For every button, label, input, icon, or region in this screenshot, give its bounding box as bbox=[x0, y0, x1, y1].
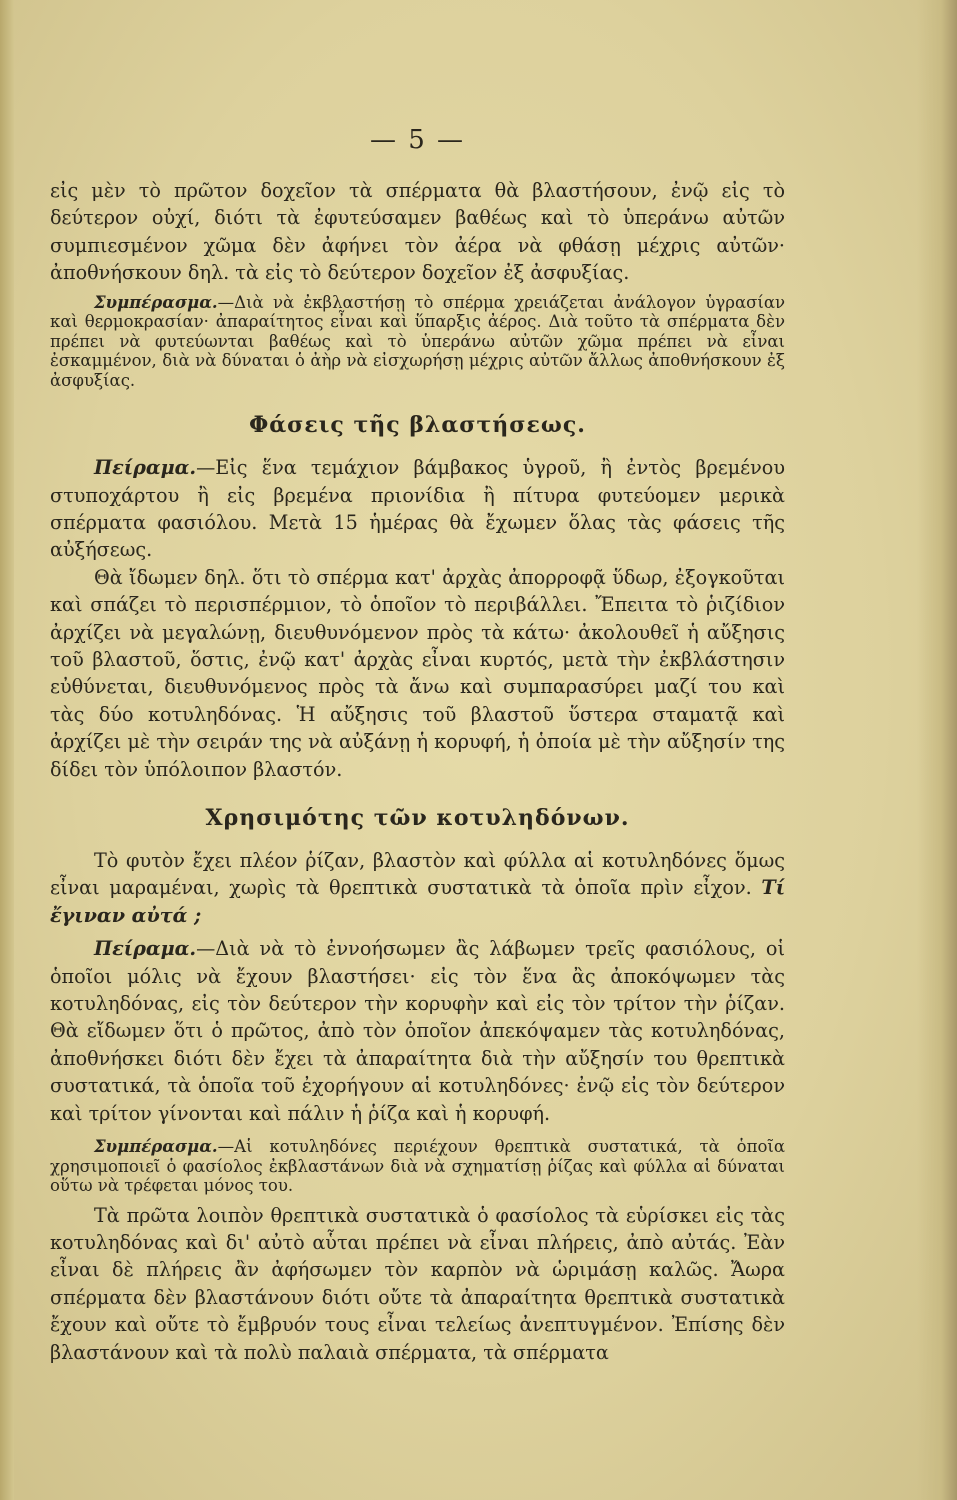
conclusion-1 bbox=[50, 293, 785, 391]
page-number: — 5 — bbox=[369, 125, 466, 155]
heading-germination-phases: Φάσεις τῆς βλαστήσεως. bbox=[249, 412, 586, 439]
experiment-1 bbox=[50, 454, 785, 564]
experiment-1-text: —Εἰς ἕνα τεμάχιον βάμβακος ὑγροῦ, ἢ ἐντὸς βρεμένου στυποχάρτου ἢ εἰς βρεμένα πριονίδια ἢ πίτυρα φυτεύομεν μερικὰ σπέρματα φασιόλου. Μετὰ 15 ἡμέρας θὰ ἔχωμεν ὅλας τὰς φάσεις τῆς αὐξήσεως. bbox=[50, 456, 785, 562]
paragraph-nutrients: Τὰ πρῶτα λοιπὸν θρεπτικὰ συστατικὰ ὁ φασίολος τὰ εὑρίσκει εἰς τὰς κοτυληδόνας καὶ δι' αὐτὸ αὗται πρέπει νὰ εἶναι πλήρεις, ἀπὸ αὐτάς. Ἐὰν εἶναι δὲ πλήρεις ἂν ἀφήσωμεν τὸν καρπὸν νὰ ὡριμάσῃ καλῶς. Ἄωρα σπέρματα δὲν βλαστάνουν διότι οὔτε τὰ ἀπαραίτητα θρεπτικὰ συστατικὰ ἔχουν καὶ οὔτε τὸ ἔμβρυόν τους εἶναι τελείως ἀνεπτυγμένον. Ἐπίσης δὲν βλαστάνουν καὶ τὰ πολὺ παλαιὰ σπέρματα, τὰ σπέρματα bbox=[50, 1203, 785, 1364]
experiment-2-text: —Διὰ νὰ τὸ ἐννοήσωμεν ἂς λάβωμεν τρεῖς φασιόλους, οἱ ὁποῖοι μόλις νὰ ἔχουν βλαστήσει· εἰς τὸν ἕνα ἂς ἀποκόψωμεν τὰς κοτυληδόνας, εἰς τὸν δεύτερον τὴν κορυφὴν καὶ εἰς τὸν τρίτον τὴν ῥίζαν. Θὰ εἴδωμεν ὅτι ὁ πρῶτος, ἀπὸ τὸν ὁποῖον ἀπεκόψαμεν τὰς κοτυληδόνας, ἀποθνήσκει διότι δὲν ἔχει τὰ ἀπαραίτητα διὰ τὴν αὔξησίν του θρεπτικὰ συστατικά, τὰ ὁποῖα τοῦ ἐχορήγουν αἱ κοτυληδόνες· ἐνῷ εἰς τὸν δεύτερον καὶ τρίτον γίνονται καὶ πάλιν ἡ ῥίζα καὶ ἡ κορυφή. bbox=[50, 937, 785, 1125]
page-right-edge bbox=[917, 0, 957, 1500]
paragraph-cotyledons-text: Τὸ φυτὸν ἔχει πλέον ῥίζαν, βλαστὸν καὶ φύλλα αἱ κοτυληδόνες ὅμως εἶναι μαραμέναι, χωρὶς τὰ θρεπτικὰ συστατικὰ τὰ ὁποῖα πρὶν εἶχον. bbox=[50, 849, 785, 900]
page-left-shadow bbox=[0, 0, 14, 1500]
paragraph-cotyledons bbox=[50, 847, 785, 929]
heading-cotyledons-usefulness: Χρησιμότης τῶν κοτυληδόνων. bbox=[205, 805, 630, 831]
conclusion-2-label: Συμπέρασμα. bbox=[94, 1137, 218, 1157]
experiment-1-label: Πείραμα. bbox=[94, 456, 197, 480]
conclusion-1-text: —Διὰ νὰ ἐκβλαστήσῃ τὸ σπέρμα χρειάζεται ἀνάλογον ὑγρασίαν καὶ θερμοκρασίαν· ἀπαραίτητος εἶναι καὶ ὕπαρξις ἀέρος. Διὰ τοῦτο τὰ σπέρματα δὲν πρέπει νὰ φυτεύωνται βαθέως καὶ τὸ ὑπεράνω αὐτῶν χῶμα πρέπει νὰ εἶναι ἐσκαμμένον, διὰ νὰ δύναται ὁ ἀὴρ νὰ εἰσχωρήσῃ μέχρις αὐτῶν ἄλλως ἀποθνήσκουν ἐξ ἀσφυξίας. bbox=[50, 292, 785, 390]
paragraph-phases: Θὰ ἴδωμεν δηλ. ὅτι τὸ σπέρμα κατ' ἀρχὰς ἀπορροφᾷ ὕδωρ, ἐξογκοῦται καὶ σπάζει τὸ περισπέρμιον, τὸ ὁποῖον τὸ περιβάλλει. Ἔπειτα τὸ ῥιζίδιον ἀρχίζει νὰ μεγαλώνῃ, διευθυνόμενον πρὸς τὰ κάτω· ἀκολουθεῖ ἡ αὔξησις τοῦ βλαστοῦ, ὅστις, ἐνῷ κατ' ἀρχὰς εἶναι κυρτός, μετὰ τὴν ἐκβλάστησιν εὐθύνεται, διευθυνόμενος πρὸς τὰ ἄνω καὶ συμπαρασύρει μαζί του καὶ τὰς δύο κοτυληδόνας. Ἡ αὔξησις τοῦ βλαστοῦ ὕστερα σταματᾷ καὶ ἀρχίζει μὲ τὴν σειράν της νὰ αὐξάνῃ ἡ κορυφή, ἡ ὁποία μὲ τὴν αὔξησίν της δίδει τὸν ὑπόλοιπον βλαστόν. bbox=[50, 565, 785, 781]
paragraph-intro: εἰς μὲν τὸ πρῶτον δοχεῖον τὰ σπέρματα θὰ βλαστήσουν, ἐνῷ εἰς τὸ δεύτερον οὐχί, διότι τὰ ἐφυτεύσαμεν βαθέως καὶ τὸ ὑπεράνω αὐτῶν συμπιεσμένον χῶμα δὲν ἀφήνει τὸν ἀέρα νὰ φθάσῃ μέχρις αὐτῶν· ἀποθνήσκουν δηλ. τὰ εἰς τὸ δεύτερον δοχεῖον ἐξ ἀσφυξίας. bbox=[50, 179, 785, 285]
experiment-2 bbox=[50, 935, 785, 1127]
conclusion-2 bbox=[50, 1137, 785, 1196]
experiment-2-label: Πείραμα. bbox=[94, 937, 197, 961]
page-content bbox=[50, 125, 785, 1366]
conclusion-1-label: Συμπέρασμα. bbox=[94, 292, 218, 312]
paragraph-cotyledons-question: Τί ἔγιναν αὐτά ; bbox=[50, 876, 785, 927]
conclusion-2-text: —Αἱ κοτυληδόνες περιέχουν θρεπτικὰ συστατικά, τὰ ὁποῖα χρησιμοποιεῖ ὁ φασίολος ἐκβλαστάνων διὰ νὰ σχηματίσῃ ῥίζας καὶ φύλλα αἱ δύναται οὕτω νὰ τρέφεται μόνος του. bbox=[50, 1137, 785, 1196]
